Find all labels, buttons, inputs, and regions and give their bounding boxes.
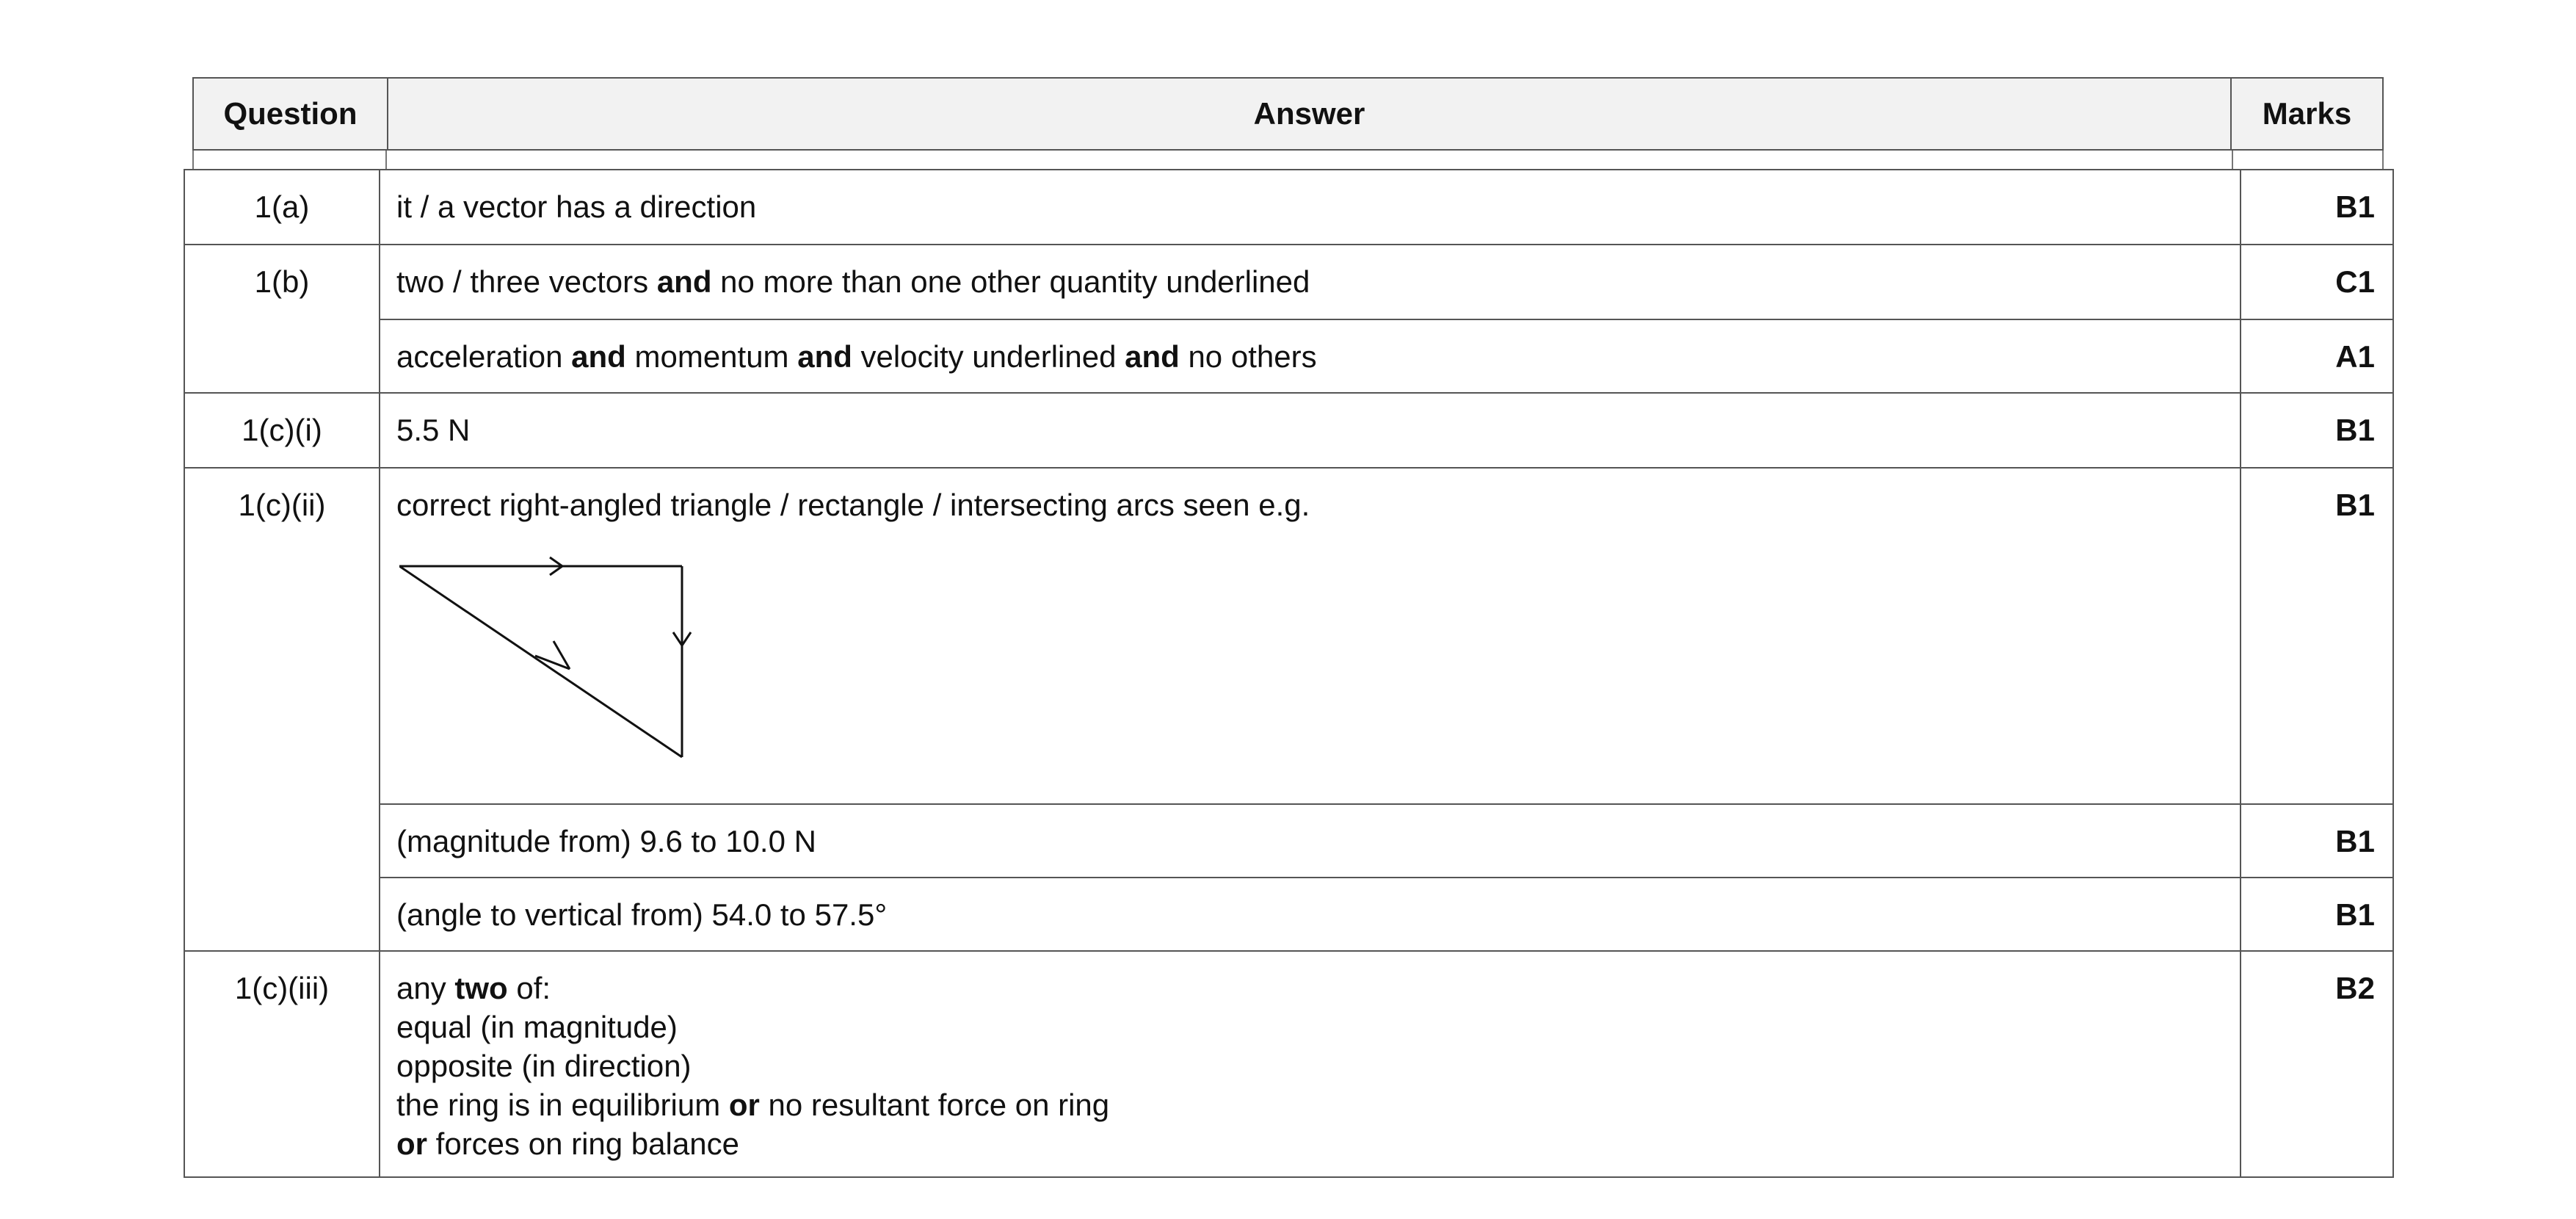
marks-cell: C1 [2335,264,2375,299]
answer-line [396,822,2224,861]
answer-line [396,262,2224,302]
question-number: 1(b) [254,264,310,299]
mark-scheme-table [184,169,2394,1178]
answer-line [396,410,2224,450]
answer-text: equal (in magnitude) [396,1010,678,1044]
answer-text: acceleration [396,339,572,374]
answer-cell [380,805,2241,877]
table-row [185,467,2392,950]
answer-line [396,1085,2224,1124]
answer-text: it / a vector has a direction [396,189,757,224]
answer-text: two / three vectors [396,264,657,299]
answer-line [396,187,2224,227]
answer-text: 5.5 N [396,413,471,447]
marks-cell: B2 [2335,971,2375,1005]
answer-text: opposite (in direction) [396,1049,692,1083]
table-row [185,950,2392,1176]
question-number: 1(c)(i) [242,413,322,447]
marks-cell: A1 [2335,339,2375,374]
answer-keyword: or [728,1088,760,1122]
table-row [185,170,2392,244]
answer-text: of: [507,971,551,1005]
marks-cell: B1 [2335,189,2375,224]
divider-tick [192,151,194,170]
answer-text: no others [1179,339,1317,374]
header-marks: Marks [2262,96,2352,131]
answer-text: the ring is in equilibrium [396,1088,729,1122]
answer-line [396,337,2224,377]
answer-text: forces on ring balance [427,1126,739,1161]
answer-text: velocity underlined [852,339,1125,374]
table-header [192,77,2384,151]
answer-row [380,469,2392,803]
answer-cell [380,952,2241,1176]
marks-cell: B1 [2335,824,2375,858]
question-number: 1(a) [254,189,310,224]
answer-line [396,485,2224,525]
answer-text: correct right-angled triangle / rectangle / intersecting arcs seen e.g. [396,488,1310,522]
answer-cell [380,320,2241,392]
answer-text: no resultant force on ring [759,1088,1110,1122]
answer-cell [380,469,2241,803]
answer-line [396,1124,2224,1163]
answer-text: any [396,971,455,1005]
marks-cell: B1 [2335,413,2375,447]
answer-cell [380,394,2241,467]
answer-row [380,952,2392,1176]
question-cell [185,394,380,467]
answer-line [396,1008,2224,1046]
answer-cell [380,170,2241,244]
header-answer: Answer [388,79,2232,149]
answer-cell [380,878,2241,950]
answer-line [396,895,2224,935]
marks-cell: B1 [2335,897,2375,932]
answer-row [380,803,2392,877]
answer-keyword: two [454,971,508,1005]
question-cell [185,245,380,392]
answer-keyword: or [396,1126,427,1161]
answer-text: no more than one other quantity underlined [711,264,1310,299]
arrowhead [550,557,562,566]
answer-text: (angle to vertical from) 54.0 to 57.5° [396,897,888,932]
answer-keyword: and [797,339,852,374]
divider-tick [2232,151,2233,170]
arrowhead [673,632,682,645]
answer-row [380,319,2392,392]
divider-tick [385,151,387,170]
question-number: 1(c)(iii) [234,971,330,1005]
answer-row [380,877,2392,950]
question-cell [185,469,380,950]
answer-line [396,969,2224,1008]
divider-tick [2382,151,2384,170]
header-question: Question [194,79,388,149]
arrowhead [550,566,562,575]
marks-cell: B1 [2335,488,2375,522]
resultant-vector [399,566,682,757]
table-row [185,392,2392,467]
answer-cell [380,245,2241,319]
answer-keyword: and [571,339,626,374]
answer-keyword: and [656,264,712,299]
answer-text: (magnitude from) 9.6 to 10.0 N [396,824,816,858]
answer-keyword: and [1125,339,1180,374]
answer-row [380,170,2392,244]
answer-text: momentum [625,339,798,374]
answer-row [380,394,2392,467]
question-cell [185,170,380,244]
question-cell [185,952,380,1176]
answer-row [380,245,2392,319]
vector-triangle-diagram [399,551,708,764]
arrowhead [682,632,691,645]
answer-line [396,1046,2224,1085]
question-number: 1(c)(ii) [238,488,326,522]
table-row [185,244,2392,392]
